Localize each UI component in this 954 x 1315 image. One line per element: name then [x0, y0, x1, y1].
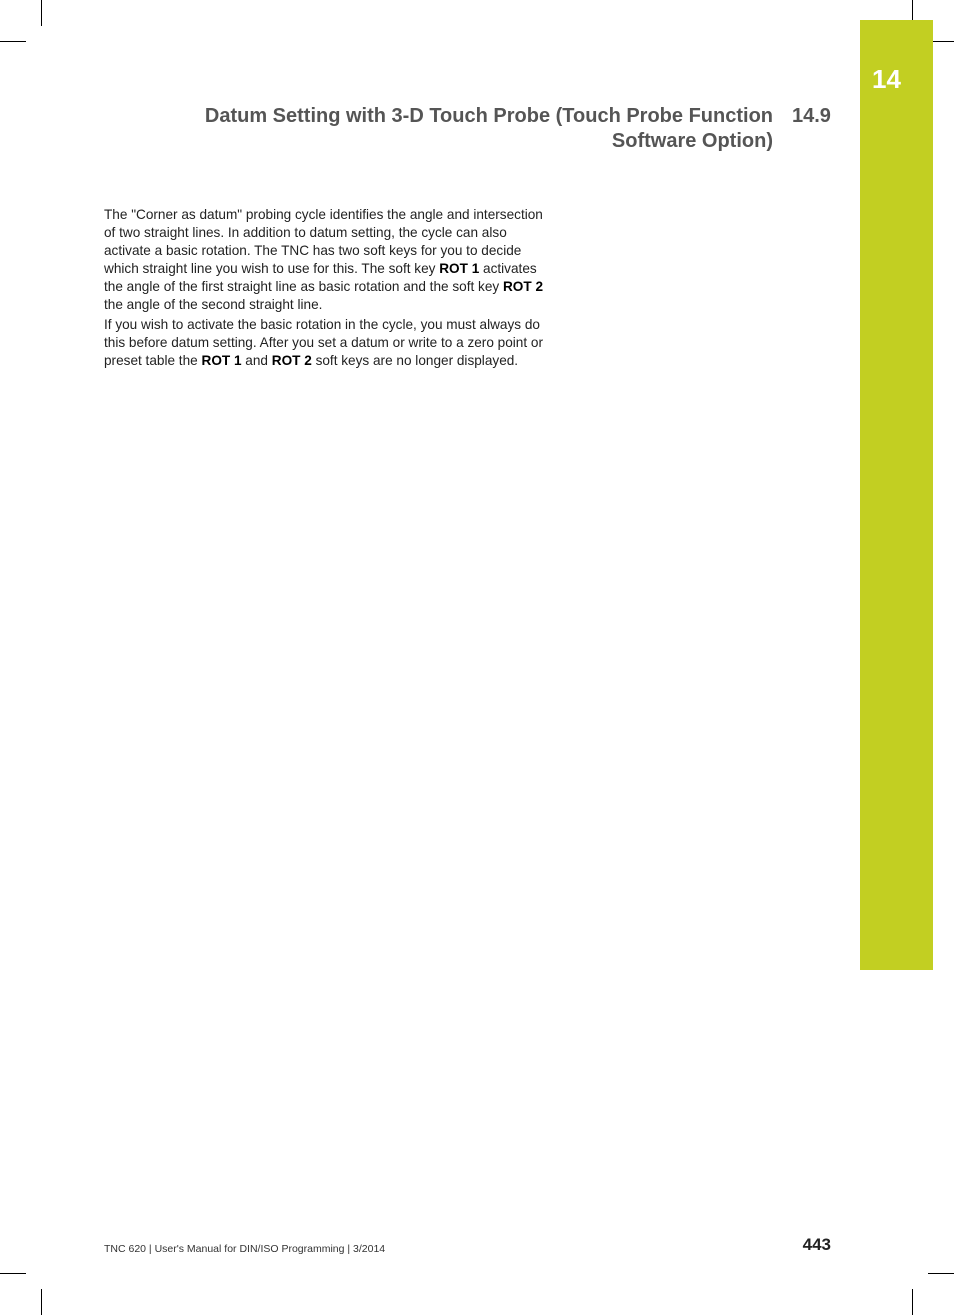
softkey-rot2: ROT 2 [271, 353, 312, 369]
section-number: 14.9 [792, 105, 831, 127]
crop-mark [41, 1289, 42, 1315]
crop-mark [0, 1273, 26, 1274]
chapter-tab [860, 20, 933, 970]
text-run: If you wish to activate the basic rotation in the cycle, you must always do this before datum setting. After you set a datum or write to a zero point or preset table the [104, 317, 544, 369]
section-title [153, 104, 773, 154]
footer-text: TNC 620 | User's Manual for DIN/ISO Programming | 3/2014 [104, 1243, 386, 1255]
section-title-line2: Software Option) [611, 130, 773, 152]
section-title-line1: Datum Setting with 3-D Touch Probe (Touch Probe Function [204, 105, 773, 127]
chapter-number: 14 [872, 64, 901, 94]
softkey-rot1: ROT 1 [439, 260, 480, 276]
text-run: and [241, 353, 272, 369]
paragraph-1 [104, 206, 544, 313]
text-run: the angle of the second straight line. [104, 296, 323, 312]
crop-mark [0, 41, 26, 42]
page-number: 443 [802, 1235, 831, 1254]
text-run: soft keys are no longer displayed. [311, 353, 519, 369]
paragraph-2 [104, 316, 544, 370]
crop-mark [912, 1289, 913, 1315]
body-text [104, 206, 544, 373]
softkey-rot1: ROT 1 [201, 353, 242, 369]
text-run: activates the angle of the first straight line as basic rotation and the soft key [104, 260, 537, 294]
crop-mark [928, 1273, 954, 1274]
softkey-rot2: ROT 2 [502, 278, 544, 294]
text-run: The "Corner as datum" probing cycle identifies the angle and intersection of two straight lines. In addition to datum setting, the cycle can also activate a basic rotation. The TNC has two soft keys for you to decide which straight line you wish to use for this. The soft key [104, 207, 543, 276]
crop-mark [41, 0, 42, 26]
